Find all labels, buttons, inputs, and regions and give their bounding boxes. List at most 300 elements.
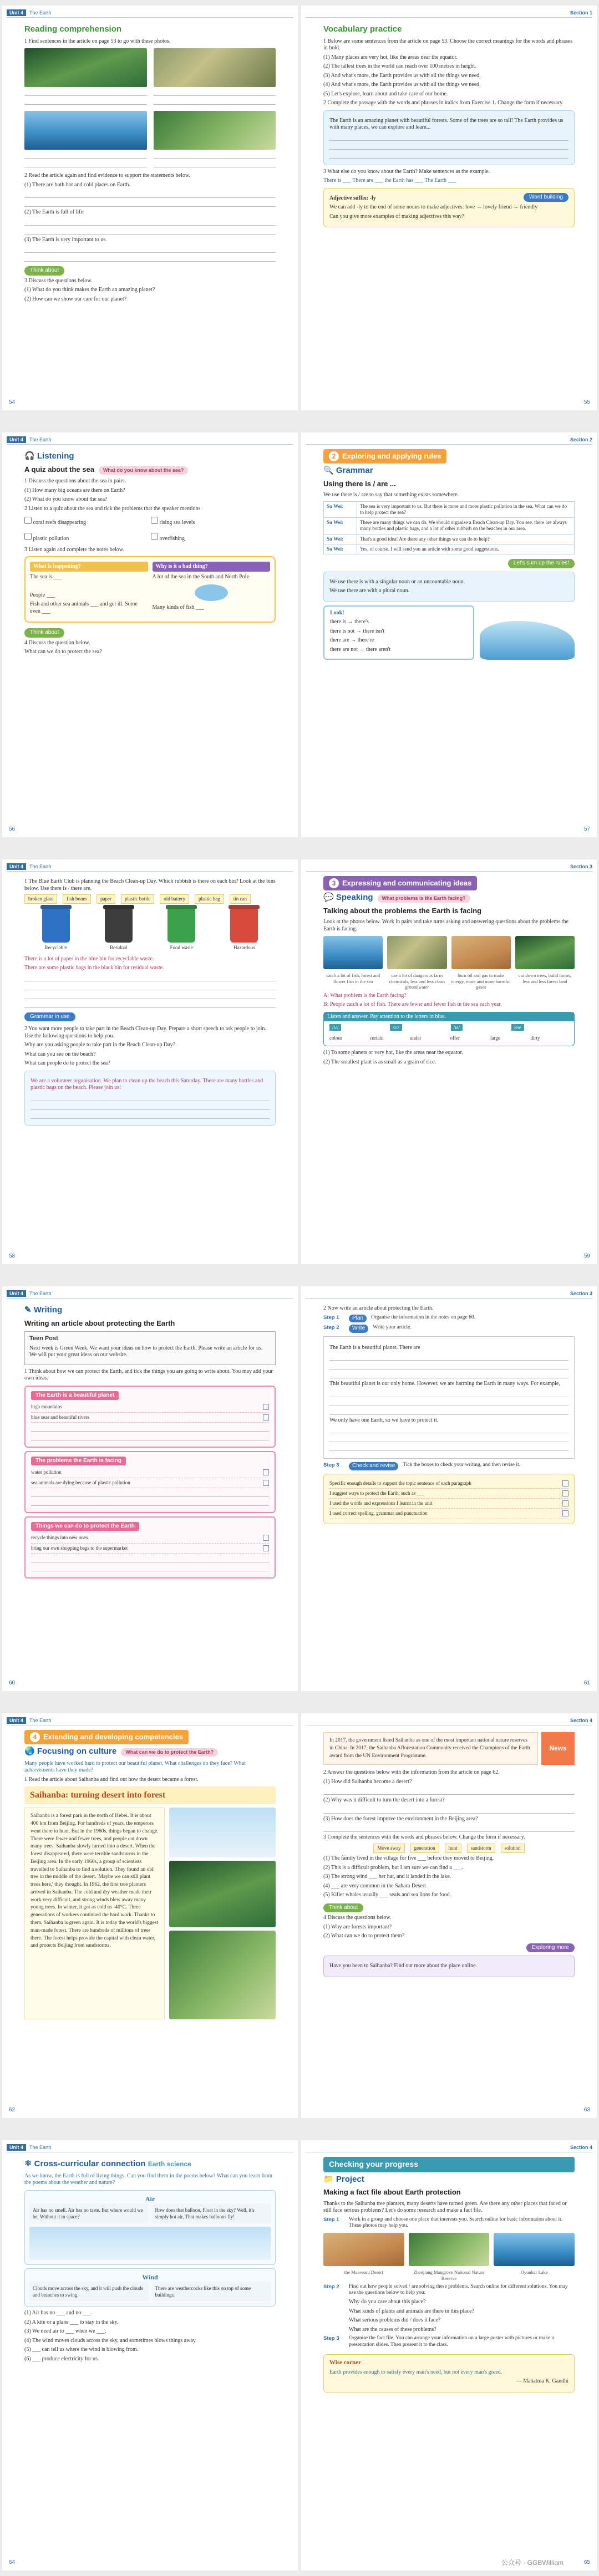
bullet: What kinds of plants and animals are there in this place? xyxy=(349,2308,475,2314)
bin-label: Food waste xyxy=(170,945,193,951)
look-heading: Look! xyxy=(330,609,344,616)
word: generation xyxy=(410,1844,439,1853)
poem-air xyxy=(24,2190,276,2265)
band-number: 2 xyxy=(329,451,339,461)
problems-box xyxy=(24,1451,276,1513)
word-box xyxy=(323,1844,575,1853)
page-number: 60 xyxy=(9,1679,16,1686)
photo-cell xyxy=(24,111,147,169)
page-59 xyxy=(301,859,597,1264)
unit-tag: Unit 4 xyxy=(7,1290,26,1297)
passage-text: The Earth is an amazing planet with beautiful forests. Some of the trees are so tall! The Earth provides us with many places, we can explore and learn... xyxy=(329,117,564,131)
exercise-3: 3 Discuss the questions below. xyxy=(24,277,93,284)
answer-lines xyxy=(329,1426,568,1451)
exercise-3: 3 What else do you know about the Earth? Make sentences as the example. xyxy=(323,168,490,175)
fill-sentence: (2) This is a difficult problem, but I am sure we can find a ___. xyxy=(323,1864,463,1871)
subject-label: Earth science xyxy=(148,2160,191,2168)
word: plastic bag xyxy=(195,894,224,904)
exercise-1: 1 The Blue Earth Club is planning the Beach Clean-up Day. Which rubbish is there on each bin? Look at the bins below. Use there is / there are. xyxy=(24,878,276,892)
bin-label: Residual xyxy=(110,945,128,951)
exercise-1: 1 Below are some sentences from the article on page 53. Choose the correct meanings for the words and phrases in bold. xyxy=(323,38,573,52)
page-number: 59 xyxy=(583,1253,590,1259)
tick-checkbox[interactable] xyxy=(151,533,158,540)
note: The sea is ___ xyxy=(30,574,62,580)
answer-lines xyxy=(323,1806,575,1814)
atom-icon: ⚛ xyxy=(24,2159,32,2168)
unit-tag: Unit 4 xyxy=(7,2144,26,2151)
check-item[interactable]: bring our own shopping bags to the supermarket xyxy=(31,1544,269,1554)
page-58 xyxy=(2,859,298,1264)
unit-tag: Unit 4 xyxy=(7,436,26,443)
step-tag: Check and revise xyxy=(349,1462,398,1470)
speaker: Su Wei: xyxy=(324,544,357,554)
think-about-block xyxy=(323,1903,575,1940)
statement-2: (2) The Earth is full of life. xyxy=(24,209,85,216)
unit-tag: Unit 4 xyxy=(7,1717,26,1724)
teen-post-title: Teen Post xyxy=(29,1335,58,1342)
unit-title: The Earth xyxy=(29,1290,52,1296)
bin-column xyxy=(42,908,70,951)
question: (2) Why was it difficult to turn the desert into a forest? xyxy=(323,1797,445,1804)
statement-3: (3) The Earth is very important to us. xyxy=(24,236,107,243)
phonics-grid xyxy=(329,1025,568,1032)
box-heading: The Earth is a beautiful planet xyxy=(31,1391,119,1401)
page-header xyxy=(306,1717,592,1725)
step-label: Step 2 xyxy=(323,2283,339,2290)
box-heading: The problems the Earth is facing xyxy=(31,1457,126,1466)
check-item[interactable]: blue seas and beautiful rivers xyxy=(31,1413,269,1423)
bin-label: Recyclable xyxy=(44,945,67,951)
page-62 xyxy=(2,1713,298,2118)
answer-lines xyxy=(329,1390,568,1415)
poem-wind xyxy=(24,2268,276,2307)
phoneme: /eə/ xyxy=(511,1024,524,1031)
step-3 xyxy=(323,1462,575,1470)
poem-title: Air xyxy=(145,2195,155,2203)
photo-cell xyxy=(154,48,276,106)
intro-text: Look at the photos below. Work in pairs and take turns asking and answering questions about the problems the Earth is facing. xyxy=(323,919,568,932)
page-number: 57 xyxy=(583,826,590,832)
page-header xyxy=(306,2144,592,2152)
photo-desert xyxy=(323,2233,404,2266)
dialogue-a: A: What problem is the Earth facing? xyxy=(323,992,407,999)
exercise-1: 1 Discuss the questions about the sea in pairs. xyxy=(24,478,126,484)
quote-author: — Mahatma K. Gandhi xyxy=(516,2378,568,2385)
exercise-1: 1 Read the article about Saihanba and find out how the desert became a forest. xyxy=(24,1776,199,1783)
band-number: 4 xyxy=(30,1732,40,1742)
example-line: There are some plastic bags in the black bin for residual waste. xyxy=(24,965,164,971)
section-tag: Section 3 xyxy=(570,863,592,869)
tick-option[interactable] xyxy=(24,517,149,527)
spread-3 xyxy=(0,859,599,1264)
step-3 xyxy=(323,2335,575,2349)
dialogue-row xyxy=(324,544,575,554)
phoneme: /ɪə/ xyxy=(451,1024,463,1031)
answer-lines xyxy=(329,1353,568,1378)
article-title: Saihanba: turning desert into forest xyxy=(24,1786,276,1804)
think-about-pill: Think about xyxy=(24,266,64,276)
word: offer xyxy=(450,1035,460,1041)
page-65 xyxy=(301,2140,597,2570)
unit-title: The Earth xyxy=(29,436,52,442)
unit-tag: Unit 4 xyxy=(7,9,26,16)
check-item[interactable]: water pollution xyxy=(31,1468,269,1478)
section-heading xyxy=(24,2159,276,2170)
tick-label: rising sea levels xyxy=(159,520,195,526)
article-row xyxy=(24,1808,276,2019)
word: large xyxy=(490,1035,500,1041)
bullet: Why are you asking people to take part in the Beach Clean-up Day? xyxy=(24,1042,176,1048)
unit-title: The Earth xyxy=(29,9,52,16)
word: colour xyxy=(329,1035,342,1041)
word: curtain xyxy=(369,1035,384,1041)
heading-text: Focusing on culture xyxy=(37,1747,117,1756)
page-56 xyxy=(2,432,298,837)
bullet: What can people do to protect the sea? xyxy=(24,1060,110,1066)
step-text: Work in a group and choose one place that interests you. Search online for basic information about it. These photos may help you. xyxy=(349,2216,563,2229)
heading-text: Writing xyxy=(33,1305,63,1315)
page-header xyxy=(7,2144,293,2152)
phoneme: /ɜː/ xyxy=(329,1024,341,1031)
section-band xyxy=(323,876,477,890)
spread-1 xyxy=(0,6,599,410)
whale-illustration xyxy=(480,621,575,660)
exercise-2: 2 Answer the questions below with the information from the article on page 62. xyxy=(323,1769,500,1776)
dialogue-b: B: People catch a lot of fish. There are fewer and fewer fish in the sea each year. xyxy=(323,1001,502,1008)
poem-body xyxy=(29,2203,271,2223)
step-text: Organise the fact file. You can arrange your information on a large poster with pictures or make a presentation slides. Then present it to the class. xyxy=(349,2335,554,2348)
intro-text: Many people have worked hard to protect our beautiful planet. What challenges do they face? What achievements have they made? xyxy=(24,1760,246,1774)
hazardous-bin-icon xyxy=(230,908,258,943)
photo-captions xyxy=(323,2269,575,2281)
heading-text: Project xyxy=(336,2174,364,2184)
fill-sentence: (5) Killer whales usually ___ seals and sea lions for food. xyxy=(323,1892,451,1898)
sub-heading: Making a fact file about Earth protection xyxy=(323,2188,461,2197)
think-about-pill: Think about xyxy=(24,628,64,638)
discussion-1: (1) What do you think makes the Earth an amazing planet? xyxy=(24,287,155,293)
word-box xyxy=(24,894,276,904)
note: Fish and other sea animals ___ and get ill. Some even ___ xyxy=(30,601,138,614)
fill-sentence: (3) The strong wind ___ her hat, and it landed in the lake. xyxy=(323,1874,451,1880)
exercise-3: 3 Complete the sentences with the words and phrases below. Change the form if necessary. xyxy=(323,1834,525,1841)
think-about-block xyxy=(24,628,276,656)
photo-saihanba-forest xyxy=(169,1931,276,2019)
notes-column xyxy=(153,562,271,618)
step-tag: Write xyxy=(349,1325,368,1333)
adjective-suffix-box xyxy=(323,188,575,228)
page-number: 55 xyxy=(583,399,590,405)
article-photos xyxy=(169,1808,276,2019)
notes-header: What is happening? xyxy=(30,562,148,572)
question: (1) Air has no ___ and no ___. xyxy=(24,2310,93,2317)
step-tag: Plan xyxy=(349,1315,367,1323)
spread-5 xyxy=(0,1713,599,2118)
caption: burn oil and gas to make energy, more and more harmful gases xyxy=(451,973,511,990)
heading-text: Listening xyxy=(37,451,74,461)
note: Many kinds of fish ___ xyxy=(152,604,204,610)
caption: Zhenjiang Mangrove National Nature Reserve xyxy=(413,2269,485,2281)
discussion-2: (2) What do you know about the sea? xyxy=(24,496,108,502)
check-list xyxy=(329,1479,568,1519)
vocab-3: (3) And what's more, the Earth provides us with all the things we need. xyxy=(323,72,481,79)
word: under xyxy=(410,1035,422,1041)
section-tag: Section 1 xyxy=(570,9,592,16)
sub-heading xyxy=(24,465,276,475)
answer-lines xyxy=(24,246,276,262)
look-item: there are → there're xyxy=(330,637,374,643)
speech-box xyxy=(24,1071,276,1126)
answer-lines xyxy=(31,1094,270,1119)
photo-planters xyxy=(169,1861,276,1927)
residual-bin-icon xyxy=(105,908,133,943)
heading-text: Grammar xyxy=(336,466,373,475)
tick-checkbox[interactable] xyxy=(24,533,32,540)
unit-title: The Earth xyxy=(29,1717,52,1723)
bin-column xyxy=(105,908,133,951)
notes-header: Why is it a bad thing? xyxy=(153,562,271,572)
page-header xyxy=(7,436,293,445)
page-number: 58 xyxy=(9,1253,16,1259)
notes-card xyxy=(24,556,276,623)
exercise-1: 1 Find sentences in the article on page 53 to go with these photos. xyxy=(24,38,171,44)
unit-title: The Earth xyxy=(29,2144,52,2150)
question: (3) How does the forest improve the environment in the Beijing area? xyxy=(323,1815,478,1822)
phonics-words xyxy=(329,1035,568,1041)
spread-6 xyxy=(0,2140,599,2570)
line: That's a good idea! Are there any other things we can do to help? xyxy=(357,534,575,544)
tick-checkbox[interactable] xyxy=(151,517,158,524)
question: (6) ___ produce electricity for us. xyxy=(24,2355,99,2362)
sub-heading: Using there is / are ... xyxy=(323,479,396,488)
checklist-box xyxy=(323,1474,575,1524)
check-item[interactable]: high mountains xyxy=(31,1402,269,1412)
section-heading xyxy=(24,1305,276,1316)
think-about-block xyxy=(24,266,276,303)
vocab-2: (2) The tallest trees in the world can reach over 100 metres in height. xyxy=(323,63,476,70)
poem-stanza: Air has no smell. Air has no taste. But where would we be, Without it in space? xyxy=(29,2203,149,2223)
footnote: (1) To some planets or very hot, like the areas near the equator. xyxy=(323,1050,463,1056)
tick-option[interactable] xyxy=(24,533,149,543)
page-header xyxy=(7,1290,293,1299)
sub-heading-text: A quiz about the sea xyxy=(24,465,94,474)
sub-heading: Writing an article about protecting the Earth xyxy=(24,1318,175,1327)
check-list xyxy=(31,1468,269,1488)
page-61 xyxy=(301,1286,597,1691)
tick-option[interactable] xyxy=(151,517,276,527)
check-item[interactable]: I used correct spelling, grammar and punctuation xyxy=(329,1509,568,1519)
caption: use a lot of dangerous farm chemicals, less and less clean groundwater xyxy=(389,973,445,990)
page-header xyxy=(306,9,592,18)
photo-logging xyxy=(515,936,575,969)
dialogue-table xyxy=(323,501,575,555)
spread-2 xyxy=(0,432,599,837)
section-band xyxy=(323,449,446,464)
step-label: Step 1 xyxy=(323,2216,339,2223)
bin-column xyxy=(230,908,258,951)
check-item[interactable]: I used the words and expressions I learnt in the unit xyxy=(329,1499,568,1509)
exercise-4: 4 Discuss the question below. xyxy=(24,639,90,646)
word: broken glass xyxy=(24,894,57,904)
phonics-box xyxy=(323,1012,575,1046)
check-item[interactable]: Specific enough details to support the topic sentence of each paragraph xyxy=(329,1479,568,1489)
caption: the Maowusu Desert xyxy=(344,2269,383,2275)
section-heading xyxy=(323,893,575,903)
rules-pill: Let's sum up the rules! xyxy=(508,559,575,568)
globe-icon: 🌏 xyxy=(24,1747,35,1756)
word-building-pill: Word building xyxy=(524,193,568,202)
exploring-more-pill: Exploring more xyxy=(526,1943,575,1953)
rules-pill-row xyxy=(323,559,575,568)
exploring-more-row xyxy=(323,1943,575,1953)
photo-balloon-sky xyxy=(29,2227,271,2260)
dialogue-row xyxy=(324,534,575,544)
headphones-icon: 🎧 xyxy=(24,451,35,461)
page-number: 62 xyxy=(9,2106,16,2113)
grammar-in-use-pill: Grammar in use xyxy=(24,1012,75,1022)
word: hunt xyxy=(445,1844,461,1853)
section-tag: Section 4 xyxy=(570,1717,592,1723)
think-bubble: What do you know about the sea? xyxy=(99,466,189,475)
watermark: 公众号 · GGBWilliam xyxy=(501,2559,564,2567)
section-heading: Reading comprehension xyxy=(24,24,122,34)
photo-fishing xyxy=(323,936,383,969)
photo-sky xyxy=(169,1808,276,1857)
beautiful-planet-box xyxy=(24,1386,276,1448)
word: paper xyxy=(97,894,115,904)
dialogue-row xyxy=(324,501,575,518)
exercise-3-line: There is ___ There are ___ the Earth has ___ The Earth ___ xyxy=(323,177,456,184)
bullet: What serious problems did / does it face? xyxy=(349,2317,441,2324)
exercise-4: 4 Discuss the questions below. xyxy=(323,1915,392,1921)
photo-aerial xyxy=(154,48,276,87)
page-63 xyxy=(301,1713,597,2118)
page-number: 65 xyxy=(583,2559,590,2565)
section-tag: Section 4 xyxy=(570,2144,592,2150)
unit-tag: Unit 4 xyxy=(7,863,26,870)
spread-4 xyxy=(0,1286,599,1691)
answer-lines xyxy=(31,1490,269,1506)
bullet: Why do you care about this place? xyxy=(349,2299,426,2305)
rule: We use there are with a plural noun. xyxy=(329,588,410,594)
caption: cut down trees, build farms, less and less forest land xyxy=(518,973,571,984)
photo-cell xyxy=(24,48,147,106)
photo-lake xyxy=(494,2233,575,2266)
step-1 xyxy=(323,2217,575,2230)
think-about-pill: Think about xyxy=(323,1903,363,1913)
photo-sea xyxy=(24,111,147,150)
writing-prompt: We only have one Earth, so we have to protect it. xyxy=(329,1417,439,1423)
answer-lines xyxy=(329,134,568,159)
speech-icon: 💬 xyxy=(323,893,334,902)
step-label: Step 3 xyxy=(323,2335,339,2342)
intro-text: Thanks to the Saihanba tree planters, many deserts have turned green. Are there any other places that faced or still face serious problems? Let's do some research and make a fact file. xyxy=(323,2200,567,2213)
news-tag: News xyxy=(541,1732,575,1765)
heading-text: Cross-curricular connection xyxy=(34,2159,146,2168)
section-heading xyxy=(24,1747,276,1757)
exercise-2: 2 Listen to a quiz about the sea and tick the problems that the speaker mentions. xyxy=(24,505,202,512)
bin-label: Hazardous xyxy=(233,945,255,951)
word: old battery xyxy=(160,894,189,904)
poem-stanza: Clouds move across the sky, and it will push the clouds and branches to swing. xyxy=(29,2282,149,2302)
tick-label: plastic pollution xyxy=(33,535,69,542)
band-title: Extending and developing competencies xyxy=(43,1732,184,1741)
unit-title: The Earth xyxy=(29,863,52,869)
things-we-can-do-box xyxy=(24,1516,276,1579)
recycle-bin-icon xyxy=(42,908,70,943)
photo-farm xyxy=(387,936,446,969)
photo-trees xyxy=(154,111,276,150)
step-2-items xyxy=(323,2299,575,2333)
teen-post-box xyxy=(24,1331,276,1365)
exercise-2: 2 Read the article again and find evidence to support the statements below. xyxy=(24,172,190,179)
word: Move away xyxy=(373,1844,404,1853)
step-label: Step 1 xyxy=(323,1314,339,1321)
bullet: What can you see on the beach? xyxy=(24,1051,96,1057)
page-number: 56 xyxy=(9,826,16,832)
phonics-col xyxy=(329,1025,387,1032)
photo-captions xyxy=(323,973,575,990)
exercise-2: 2 You want more people to take part in the Beach Clean-up Day. Prepare a short speech to ask people to join. Use the following questions to help you. xyxy=(24,1026,266,1039)
adjective-question: Can you give more examples of making adjectives this way? xyxy=(329,213,464,220)
news-text: In 2017, the government listed Saihanba as one of the most important national nature reserves in China. In 2017, the Saihanba Afforestation Community received the Champions of the Earth award from the UN Environment Programme. xyxy=(323,1732,538,1765)
step-2 xyxy=(323,2284,575,2297)
speaker: Su Wei: xyxy=(324,534,357,544)
passage-box xyxy=(323,110,575,165)
section-band xyxy=(24,1730,189,1744)
speaker: Su Wei: xyxy=(324,518,357,534)
answer-lines xyxy=(154,89,276,105)
discussion-3: What can we do to protect the sea? xyxy=(24,649,102,655)
look-row xyxy=(323,605,575,660)
check-item[interactable]: sea animals are dying because of plastic pollution xyxy=(31,1478,269,1488)
tick-option[interactable] xyxy=(151,533,276,543)
page-header xyxy=(7,9,293,18)
discussion-1: (1) Why are forests important? xyxy=(323,1923,392,1930)
discussion-2: (2) How can we show our care for our planet? xyxy=(24,296,127,302)
question: (1) How did Saihanba become a desert? xyxy=(323,1778,412,1785)
look-item: there is not → there isn't xyxy=(330,628,385,634)
step-label: Step 2 xyxy=(323,1325,339,1331)
bin-column xyxy=(167,908,195,951)
statement-1: (1) There are both hot and cold places on Earth. xyxy=(24,181,130,188)
page-54 xyxy=(2,6,298,410)
exploring-more-box xyxy=(323,1956,575,1977)
exercise-1: 1 Think about how we can protect the Earth, and tick the things you are going to write about. You may add your own ideas. xyxy=(24,1368,273,1382)
note: People ___ xyxy=(30,592,55,598)
magnifier-icon: 🔍 xyxy=(323,466,334,475)
adjective-text: We can add -ly to the end of some nouns to make adjectives: love → lovely friend → friendly xyxy=(329,204,538,211)
wise-corner-box xyxy=(323,2354,575,2392)
wise-corner-title: Wise corner xyxy=(329,2359,361,2366)
page-header xyxy=(306,863,592,872)
check-item[interactable]: I suggest ways to protect the Earth, such as ___ xyxy=(329,1489,568,1499)
answer-lines xyxy=(31,1555,269,1571)
look-box xyxy=(323,605,474,660)
bullet: What are the causes of these problems? xyxy=(349,2326,436,2333)
fish-icon xyxy=(195,584,228,601)
discussion-2: (2) What can we do to protect them? xyxy=(323,1933,405,1939)
step-text: Find out how people solved / are solving these problems. Search online for different solutions. You may use the questions below to help you: xyxy=(349,2283,568,2296)
heading-text: Speaking xyxy=(336,893,373,902)
word: plastic bottle xyxy=(121,894,154,904)
discussion-1: (1) How many big oceans are there on Earth? xyxy=(24,487,125,493)
tick-checkbox[interactable] xyxy=(24,517,32,524)
check-item[interactable]: recycle things into new ones xyxy=(31,1533,269,1543)
fill-sentence: (4) ___ are very common in the Sahara Desert. xyxy=(323,1882,428,1889)
exercise-3: 3 Listen again and complete the notes below. xyxy=(24,547,124,553)
page-header xyxy=(7,1717,293,1725)
phonics-col xyxy=(511,1025,568,1032)
